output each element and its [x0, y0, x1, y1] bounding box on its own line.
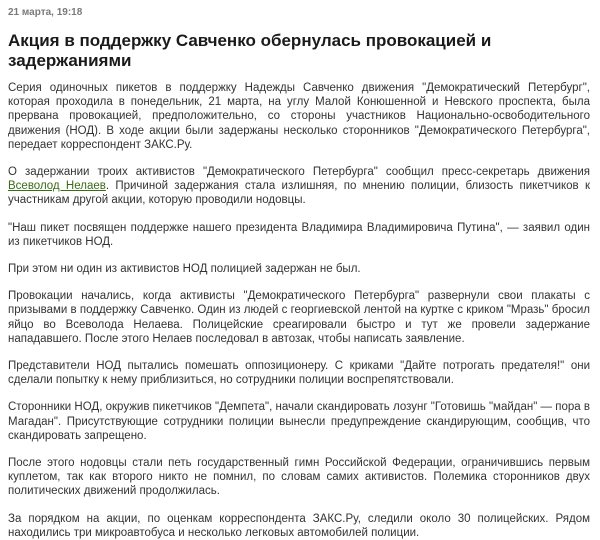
person-link-vsevolod-nelaev[interactable]: Всеволод Нелаев — [8, 180, 106, 193]
paragraph-text: . Причиной задержания стала излишняя, по мнению полиции, близость пикетчиков к участникам другой акции, которую проводили нодовцы. — [8, 180, 590, 207]
article-paragraph — [8, 165, 590, 208]
article-paragraph: При этом ни один из активистов НОД полицией задержан не был. — [8, 263, 361, 276]
article-title: Акция в поддержку Савченко обернулась провокацией и задержаниями — [8, 31, 492, 70]
article-paragraph: Представители НОД пытались помешать оппозиционеру. С криками "Дайте потрогать предателя!" они сделали попытку к нему приблизиться, но сотрудники полиции воспрепятствовали. — [8, 360, 590, 387]
article-paragraph: За порядком на акции, по оценкам корреспондента ЗАКС.Ру, следили около 30 полицейских. Рядом находились три микроавтобуса и несколько легковых автомобилей полиции. — [8, 512, 590, 539]
article-date: 21 марта, 19:18 — [8, 7, 83, 18]
article-paragraph: Провокации начались, когда активисты "Демократического Петербурга" развернули свои плакаты с призывами в поддержку Савченко. Один из людей с георгиевской лентой на куртке с криком "Мразь" бросил яйцо во Всеволода Нелаева. Полицейские среагировали быстро и тут же провели задержание нападавшего. После этого Нелаев последовал в автозак, чтобы написать заявление. — [8, 290, 590, 345]
article-body — [8, 81, 590, 540]
article-paragraph: После этого нодовцы стали петь государственный гимн Российской Федерации, ограничившись первым куплетом, так как второго никто не помнил, по словам самих активистов. Полемика сторонников двух политических движений продолжилась. — [8, 457, 590, 498]
article-paragraph: Сторонники НОД, окружив пикетчиков "Демпета", начали скандировать лозунг "Готовишь "майдан" — пора в Магадан". Присутствующие сотрудники полиции вынесли предупреждение скандирующим, сообщив, что скандировать запрещено. — [8, 401, 590, 442]
article-paragraph: Серия одиночных пикетов в поддержку Надежды Савченко движения "Демократический Петербург", которая проходила в понедельник, 21 марта, на углу Малой Конюшенной и Невского проспекта, была прервана провокацией, предположительно, со стороны участников Национально-освободительного движения (НОД). В ходе акции были задержаны несколько сторонников "Демократического Петербурга", передает корреспондент ЗАКС.Ру. — [8, 82, 590, 151]
paragraph-text: О задержании троих активистов "Демократического Петербурга" сообщил пресс-секретарь движения — [8, 166, 590, 179]
article-paragraph: "Наш пикет посвящен поддержке нашего президента Владимира Владимировича Путина", — заявил один из пикетчиков НОД. — [8, 221, 590, 248]
